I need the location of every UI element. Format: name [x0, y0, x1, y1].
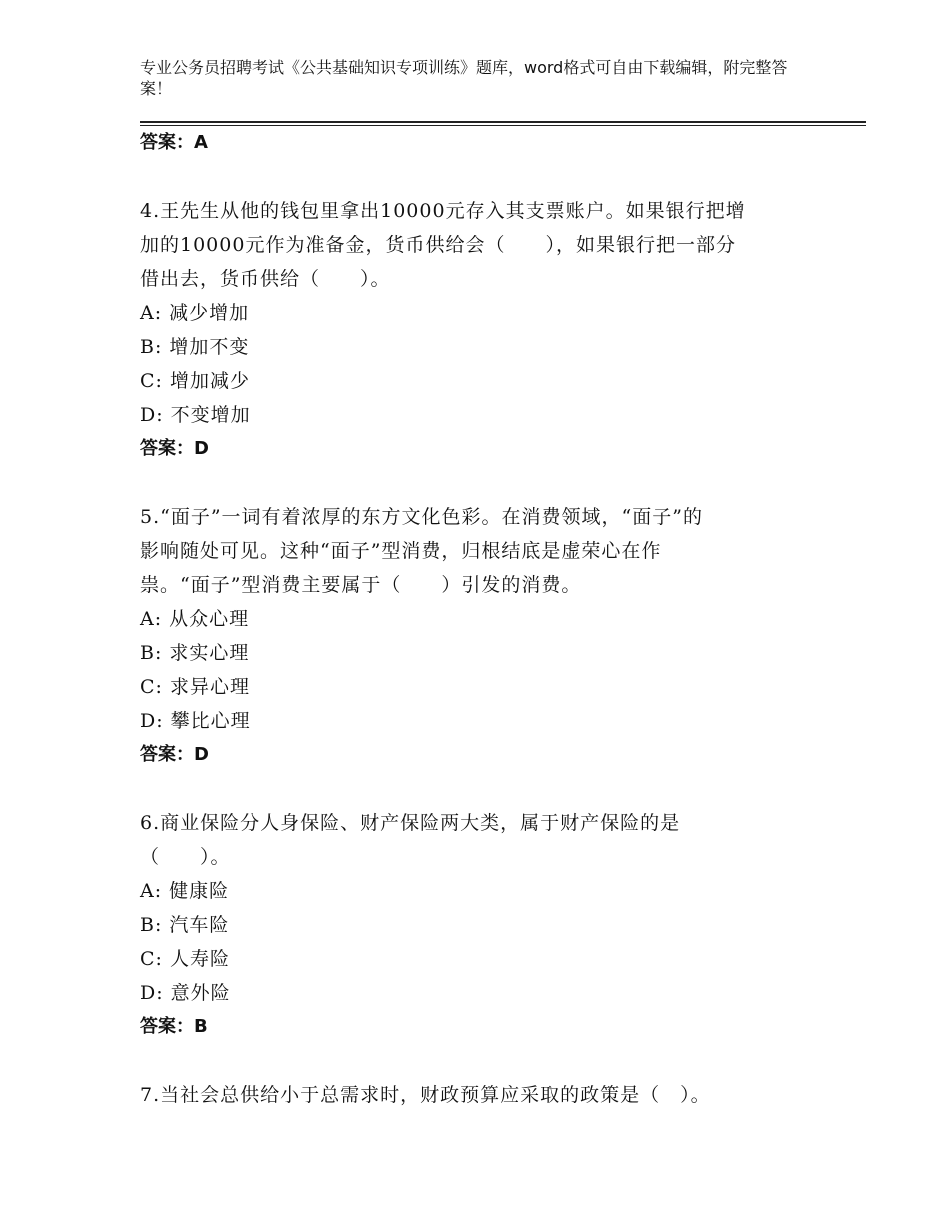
- spacer: [140, 1044, 820, 1078]
- option-d: D: 不变增加: [140, 404, 251, 426]
- option-c: C: 求异心理: [140, 676, 250, 698]
- question-text-line: 4.王先生从他的钱包里拿出10000元存入其支票账户。如果银行把增: [140, 200, 746, 222]
- document-header: 专业公务员招聘考试《公共基础知识专项训练》题库，word格式可自由下载编辑，附完整答案！: [140, 58, 788, 98]
- option-c: C: 人寿险: [140, 948, 230, 970]
- answer-label: 答案：B: [140, 1016, 208, 1037]
- question-text-line: 6.商业保险分人身保险、财产保险两大类，属于财产保险的是: [140, 812, 681, 834]
- answer-label: 答案：D: [140, 744, 209, 765]
- question-text-line: （ ）。: [140, 846, 231, 868]
- question-text-line: 祟。“面子”型消费主要属于（ ）引发的消费。: [140, 574, 582, 596]
- question-text-line: 7.当社会总供给小于总需求时，财政预算应采取的政策是（ ）。: [140, 1084, 711, 1106]
- option-a: A: 健康险: [140, 880, 230, 902]
- option-d: D: 攀比心理: [140, 710, 251, 732]
- question-4: [140, 194, 820, 466]
- option-b: B: 求实心理: [140, 642, 250, 664]
- spacer: [140, 772, 820, 806]
- question-text-line: 影响随处可见。这种“面子”型消费，归根结底是虚荣心在作: [140, 540, 662, 562]
- question-text-line: 5.“面子”一词有着浓厚的东方文化色彩。在消费领域，“面子”的: [140, 506, 703, 528]
- option-a: A: 减少增加: [140, 302, 250, 324]
- question-7: [140, 1078, 820, 1112]
- option-c: C: 增加减少: [140, 370, 250, 392]
- question-text-line: 加的10000元作为准备金，货币供给会（ ），如果银行把一部分: [140, 234, 736, 256]
- question-content: [140, 126, 820, 1112]
- question-6: [140, 806, 820, 1044]
- spacer: [140, 160, 820, 194]
- answer-label: 答案：D: [140, 438, 209, 459]
- spacer: [140, 466, 820, 500]
- question-5: [140, 500, 820, 772]
- option-b: B: 汽车险: [140, 914, 230, 936]
- option-a: A: 从众心理: [140, 608, 250, 630]
- question-text-line: 借出去，货币供给（ ）。: [140, 268, 391, 290]
- option-b: B: 增加不变: [140, 336, 250, 358]
- option-d: D: 意外险: [140, 982, 231, 1004]
- answer-label: 答案：A: [140, 132, 208, 153]
- header-divider-thick: [140, 121, 866, 123]
